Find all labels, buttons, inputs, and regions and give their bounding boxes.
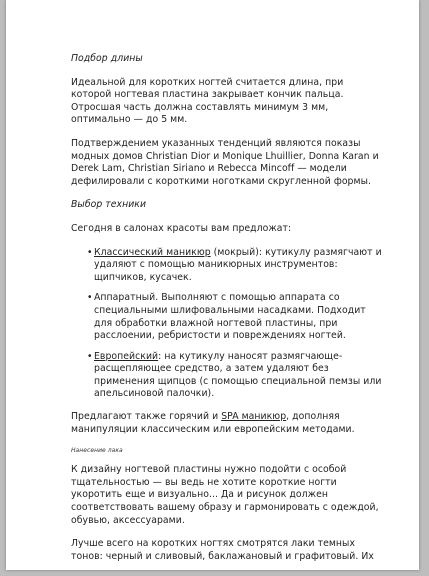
list-item-hardware xyxy=(87,292,385,342)
technique-intro: Сегодня в салонах красоты вам предложат: xyxy=(71,222,292,234)
spa-manicure-link[interactable]: SPA маникюр xyxy=(221,411,287,423)
bullet-icon: • xyxy=(87,292,93,304)
document-page xyxy=(6,0,419,570)
european-manicure-link[interactable]: Европейский xyxy=(94,350,159,362)
extra-text-before: Предлагают также горячий и xyxy=(71,411,222,423)
list-item-european xyxy=(87,350,385,401)
section-heading-varnish: Нанесение лака xyxy=(71,447,123,455)
classic-manicure-link[interactable]: Классический маникюр xyxy=(94,246,211,258)
extra-text-after: , дополняя манипуляции классическим или европейским методами. xyxy=(71,411,355,435)
list-item-text: (мокрый): кутикулу размягчают и удаляют с помощью маникюрных инструментов: щипчиков, кусачек. xyxy=(94,246,382,283)
bullet-icon: • xyxy=(87,350,93,362)
list-item-text: : на кутикулу наносят размягчающе-расщепляющее средство, а затем удаляют без применения щипцов (с помощью специальной пемзы или апельсиновой палочки). xyxy=(94,350,382,400)
technique-list xyxy=(71,247,385,402)
section-heading-technique: Выбор техники xyxy=(71,199,147,211)
length-paragraph-2: Подтверждением указанных тенденций являются показы модных домов Christian Dior и Monique Lhuillier, Donna Karan и Derek Lam, Christian Siriano и Rebecca Mincoff — модели дефилировали с короткими ноготками скругленной формы. xyxy=(71,137,379,187)
bullet-icon: • xyxy=(87,246,93,258)
list-item-classic xyxy=(87,246,385,285)
section-heading-length: Подбор длины xyxy=(71,53,143,64)
varnish-paragraph-2: Лучше всего на коротких ногтях смотрятся лаки темных тонов: черный и сливовый, баклажановый и графитовый. Их xyxy=(71,538,374,562)
extra-methods-paragraph xyxy=(71,411,385,436)
length-paragraph-1: Идеальной для коротких ногтей считается длина, при которой ногтевая пластина закрывает кончик пальца. Отросшая часть должна составлять минимум 3 мм, оптимально — до 5 мм. xyxy=(71,76,344,126)
list-item-text: Аппаратный. Выполняют с помощью аппарата со специальными шлифовальными насадками. Подходит для обработки влажной ногтевой пластины, при расслоении, ребристости и повреждениях ногтей. xyxy=(94,292,366,342)
varnish-paragraph-1: К дизайну ногтевой пластины нужно подойти с особой тщательностью — вы ведь не хотите короткие ногти укоротить еще и визуально... Да и рисунок должен соответствовать вашему образу и гармонировать с одеждой, обувью, аксессуарами. xyxy=(71,464,379,526)
